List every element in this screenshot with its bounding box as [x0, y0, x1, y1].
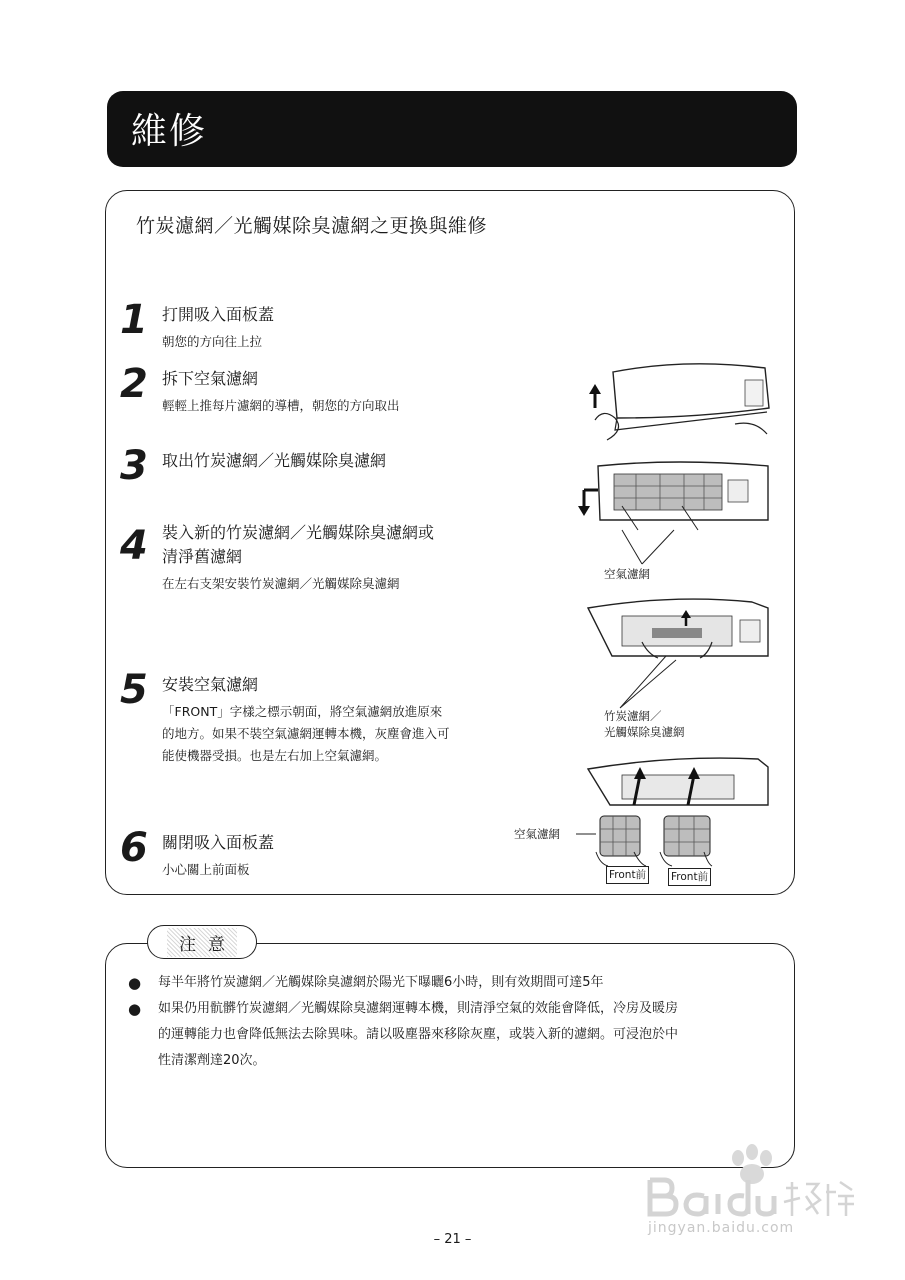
step-number: 3 — [120, 443, 148, 489]
bullet-dot-icon: ● — [128, 974, 142, 992]
watermark-text: jingyan.baidu.com — [648, 1220, 795, 1236]
caption-pointer-lines — [618, 528, 678, 566]
step-desc: 朝您的方向往上拉 — [162, 334, 263, 349]
section-title: 竹炭濾網／光觸媒除臭濾網之更換與維修 — [136, 215, 488, 237]
step-title: 取出竹炭濾網／光觸媒除臭濾網 — [162, 451, 387, 470]
page-number: – 21 – — [433, 1232, 472, 1247]
step-number: 4 — [120, 523, 148, 569]
front-label-right: Front前 — [668, 868, 711, 886]
step-number: 1 — [120, 297, 148, 343]
step-title: 關閉吸入面板蓋 — [162, 833, 275, 852]
filter-panels-illustration — [574, 812, 714, 868]
caption-deodorizing-filter: 光觸媒除臭濾網 — [604, 725, 685, 739]
bullet-dot-icon: ● — [128, 1000, 142, 1018]
baidu-logo-watermark — [640, 1140, 860, 1220]
caption-charcoal-filter: 竹炭濾網／ — [604, 709, 662, 723]
step-title: 拆下空氣濾網 — [162, 369, 259, 388]
caption-air-filter: 空氣濾網 — [604, 567, 650, 581]
step-number: 2 — [120, 361, 148, 407]
step-desc: 的地方。如果不裝空氣濾網運轉本機，灰塵會進入可 — [162, 726, 450, 741]
step-title-line2: 清淨舊濾網 — [162, 547, 243, 566]
step-desc: 能使機器受損。也是左右加上空氣濾網。 — [162, 748, 388, 763]
step-title: 裝入新的竹炭濾網／光觸媒除臭濾網或 — [162, 523, 435, 542]
step-title: 打開吸入面板蓋 — [162, 305, 275, 324]
step-desc: 輕輕上推每片濾網的導槽，朝您的方向取出 — [162, 398, 400, 413]
bullet-line: 的運轉能力也會降低無法去除異味。請以吸塵器來移除灰塵，或裝入新的濾網。可浸泡於中 — [158, 1027, 679, 1042]
bullet-line: 每半年將竹炭濾網／光觸媒除臭濾網於陽光下曝曬6小時，則有效期間可達5年 — [158, 975, 604, 990]
step-title: 安裝空氣濾網 — [162, 675, 259, 694]
ac-install-filter-illustration — [582, 755, 772, 815]
caution-tag — [147, 925, 257, 959]
step-number: 6 — [120, 825, 148, 871]
page-title: 維修 — [131, 111, 208, 152]
front-label-left: Front前 — [606, 866, 649, 884]
header-bar — [107, 91, 797, 167]
step-desc: 小心關上前面板 — [162, 862, 250, 877]
bullet-line: 性清潔劑達20次。 — [158, 1053, 266, 1068]
bullet-line: 如果仍用骯髒竹炭濾網／光觸媒除臭濾網運轉本機，則清淨空氣的效能會降低，冷房及暖房 — [158, 1001, 679, 1016]
ac-open-panel-illustration — [585, 360, 775, 445]
step-desc: 在左右支架安裝竹炭濾網／光觸媒除臭濾網 — [162, 576, 400, 591]
caption-air-filter-2: 空氣濾網 — [514, 827, 560, 841]
step-number: 5 — [120, 667, 148, 713]
ac-remove-filter-illustration — [578, 458, 773, 533]
caption-pointer-lines — [606, 652, 686, 710]
step-desc: 「FRONT」字樣之標示朝面，將空氣濾網放進原來 — [162, 704, 443, 719]
caution-label: 注意 — [167, 928, 237, 957]
